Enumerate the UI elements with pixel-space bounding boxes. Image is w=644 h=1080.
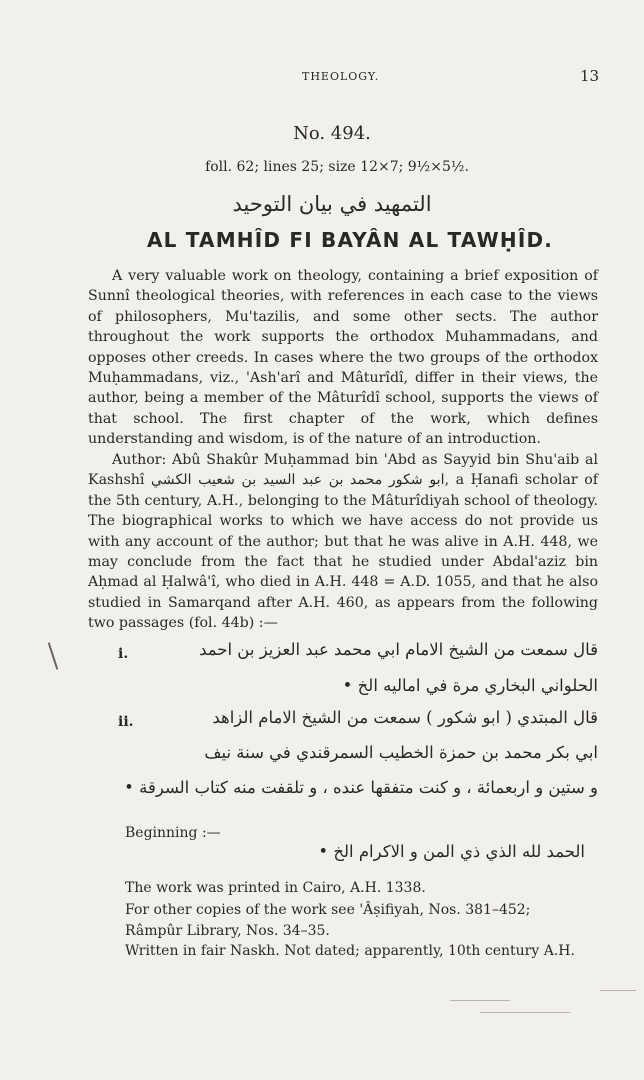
paper-speck	[450, 1000, 510, 1001]
passage-arabic: ابي بكر محمد بن حمزة الخطيب السمرقندي في سنة نيف	[204, 743, 598, 762]
passage-line	[118, 640, 598, 674]
passage-line	[118, 778, 598, 812]
paper-speck	[480, 1012, 570, 1013]
description-block	[88, 266, 598, 450]
note-line: Written in fair Naskh. Not dated; apparently, 10th century A.H.	[125, 943, 575, 959]
page-number: 13	[580, 67, 600, 85]
passage-line	[118, 743, 598, 777]
passage-arabic: قال المبتدي ( ابو شكور ) سمعت من الشيخ الامام الزاهد	[212, 708, 598, 727]
passage-arabic: قال سمعت من الشيخ الامام ابي محمد عبد العزيز بن احمد	[199, 640, 598, 659]
margin-mark	[48, 642, 59, 669]
passage-arabic: و ستين و اربعمائة ، و كنت متفقها عنده ، و تلقفت منه كتاب السرقة •	[124, 778, 598, 797]
paper-speck	[600, 990, 636, 991]
running-title: THEOLOGY.	[302, 70, 380, 83]
author-paragraph: Author: Abû Shakûr Muḥammad bin 'Abd as Sayyid bin Shu'aib al Kashshî ابو شكور محمد بن عبد السيد بن شعيب الكشي, a Ḥanafi scholar of the 5th century, A.H., belonging to the Mâturîdiyah school of theology. The biographical works to which we have access do not provide us with any account of the author; but that he was alive in A.H. 448, we may conclude from the fact that he studied under Abdal'aziz bin Aḥmad al Ḥalwâ'î, who died in A.H. 448 = A.D. 1055, and that he also studied in Samarqand after A.H. 460, as appears from the following two passages (fol. 44b) :—	[88, 452, 598, 632]
passage-line	[118, 708, 598, 742]
note-line: Râmpûr Library, Nos. 34–35.	[125, 923, 330, 939]
passage-label: ii.	[118, 714, 134, 730]
manuscript-meta: foll. 62; lines 25; size 12×7; 9½×5½.	[205, 159, 469, 175]
note-line: For other copies of the work see 'Âṣifiyah, Nos. 381–452;	[125, 902, 531, 918]
passage-label: i.	[118, 646, 129, 662]
latin-title: AL TAMHÎD FI BAYÂN AL TAWḤÎD.	[146, 228, 554, 252]
beginning-arabic: الحمد لله الذي ذي المن و الاكرام الخ •	[318, 842, 585, 861]
description-paragraph: A very valuable work on theology, containing a brief exposition of Sunnî theological theories, with references in each case to the views of philosophers, Mu'tazilis, and some other sects. The author throughout the work supports the orthodox Muhammadans, and opposes other creeds. In cases where the two groups of the orthodox Muḥammadans, viz., 'Ash'arî and Mâturîdî, differ in their views, the author, being a member of the Mâturîdî school, supports the views of that school. The first chapter of the work, which defines understanding and wisdom, is of the nature of an introduction.	[88, 268, 598, 448]
author-block	[88, 450, 598, 634]
entry-number: No. 494.	[293, 123, 371, 144]
arabic-title: التمهيد في بيان التوحيد	[232, 192, 432, 216]
running-head	[0, 67, 644, 90]
passage-line	[118, 676, 598, 710]
note-line: The work was printed in Cairo, A.H. 1338.	[125, 880, 426, 896]
beginning-label: Beginning :—	[125, 825, 221, 841]
passage-arabic: الحلواني البخاري مرة في اماليه الخ •	[342, 676, 598, 695]
